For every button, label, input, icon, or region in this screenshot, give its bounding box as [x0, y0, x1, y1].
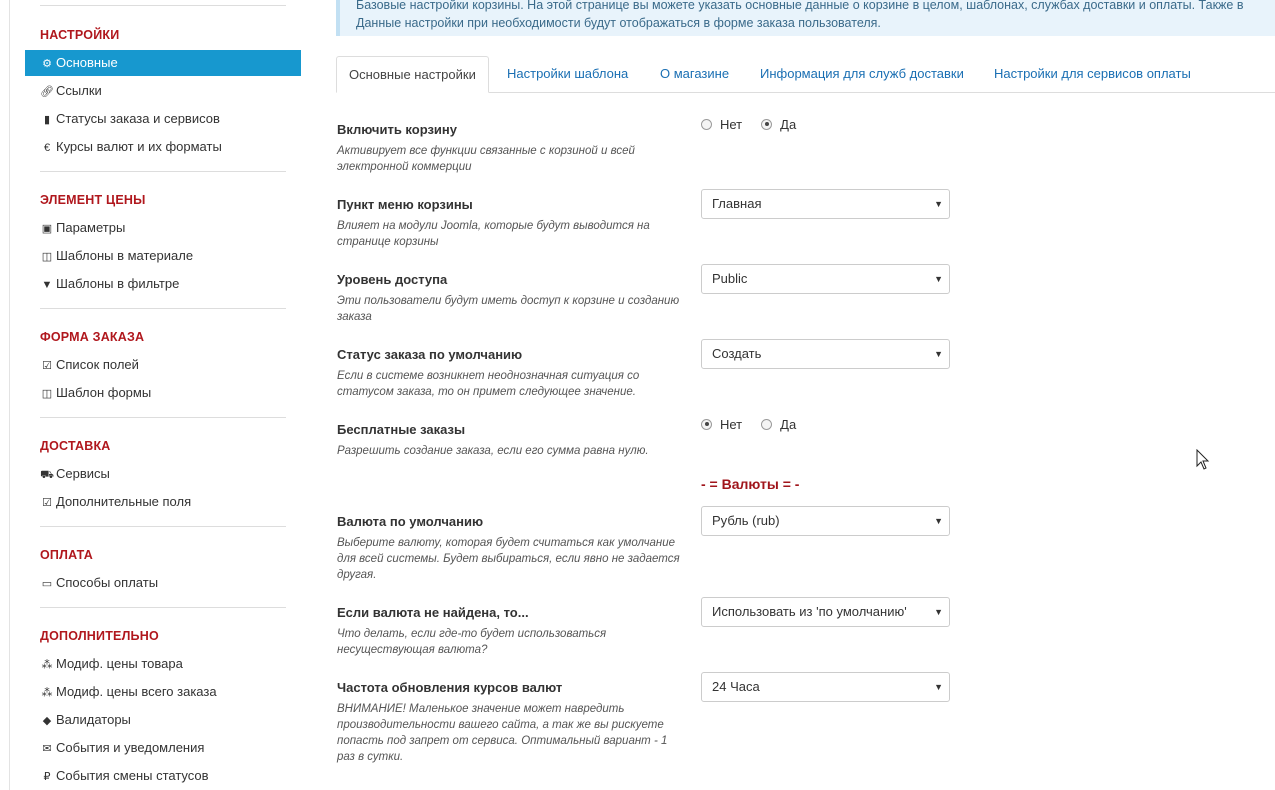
radio-circle-selected: [701, 419, 712, 430]
field-label: Если валюта не найдена, то...: [337, 605, 529, 620]
row-access-level: [337, 272, 1275, 325]
link-icon: 🔗︎: [40, 86, 54, 98]
sidebar-border: [9, 0, 10, 790]
mouse-cursor-icon: [1196, 449, 1210, 471]
sidebar-item-status-events[interactable]: ₽ События смены статусов: [25, 763, 301, 789]
radio-no[interactable]: Нет: [701, 417, 742, 432]
caret-down-icon: ▼: [934, 682, 943, 692]
row-currency-not-found: [337, 605, 1275, 658]
row-cart-menu-item: [337, 197, 1275, 250]
filter-icon: ▼: [41, 279, 53, 291]
field-description: Эти пользователи будут иметь доступ к корзине и созданию заказа: [337, 295, 680, 323]
euro-icon: €: [43, 142, 51, 154]
sidebar-item-validators[interactable]: ◆ Валидаторы: [25, 707, 301, 733]
truck-icon: ⛟: [40, 469, 54, 481]
section-title-order-form: ФОРМА ЗАКАЗА: [40, 330, 145, 344]
row-enable-cart: [337, 116, 1275, 175]
check-square-icon: ☑: [42, 497, 52, 509]
gear-icon: ⚙: [42, 58, 52, 70]
row-free-orders: [337, 416, 1275, 459]
sidebar-item-statuses[interactable]: ▮ Статусы заказа и сервисов: [25, 106, 301, 132]
radio-circle: [701, 119, 712, 130]
field-label: Уровень доступа: [337, 272, 448, 287]
bookmark-icon: ▮: [43, 114, 51, 126]
section-title-delivery: ДОСТАВКА: [40, 439, 111, 453]
radio-yes[interactable]: Да: [761, 417, 796, 432]
radio-no[interactable]: Нет: [701, 117, 742, 132]
section-title-settings: НАСТРОЙКИ: [40, 28, 120, 42]
caret-down-icon: ▼: [934, 349, 943, 359]
sidebar-item-services[interactable]: ⛟ Сервисы: [25, 461, 301, 487]
check-square-icon: ☑: [42, 360, 52, 372]
sidebar-item-links[interactable]: 🔗︎ Ссылки: [25, 78, 301, 104]
caret-down-icon: ▼: [934, 199, 943, 209]
money-icon: ▣: [41, 223, 53, 235]
field-description: ВНИМАНИЕ! Маленькое значение может навредить производительности вашего сайта, а так же вы рискуете попасть под запрет от сервиса. Оптимальный вариант - 1 раз в сутки.: [337, 703, 668, 763]
default-status-select[interactable]: Создать ▼: [701, 339, 950, 369]
sidebar-item-material-templates[interactable]: ◫ Шаблоны в материале: [25, 243, 301, 269]
row-default-currency: [337, 514, 1275, 583]
default-currency-select[interactable]: Рубль (rub) ▼: [701, 506, 950, 536]
cart-menu-item-select[interactable]: Главная ▼: [701, 189, 950, 219]
radio-circle-selected: [761, 119, 772, 130]
tab-template-settings[interactable]: Настройки шаблона: [507, 66, 629, 81]
section-title-payment: ОПЛАТА: [40, 548, 93, 562]
ruble-icon: ₽: [43, 771, 51, 783]
cubes-icon: ⁂: [41, 659, 53, 671]
field-description: Влияет на модули Joomla, которые будут выводится на странице корзины: [337, 220, 650, 248]
sidebar-item-field-list[interactable]: ☑ Список полей: [25, 352, 301, 378]
caret-down-icon: ▼: [934, 274, 943, 284]
tab-payment-settings[interactable]: Настройки для сервисов оплаты: [994, 66, 1191, 81]
rate-update-select[interactable]: 24 Часа ▼: [701, 672, 950, 702]
tab-delivery-info[interactable]: Информация для служб доставки: [760, 66, 964, 81]
free-orders-radios: [701, 414, 815, 434]
sidebar-item-extra-fields[interactable]: ☑ Дополнительные поля: [25, 489, 301, 515]
sidebar-divider: [40, 526, 286, 527]
sidebar-divider: [40, 308, 286, 309]
tabs-bar: [336, 56, 1275, 93]
field-description: Что делать, если где-то будет использоваться несуществующая валюта?: [337, 628, 607, 656]
sidebar-divider: [40, 5, 286, 6]
credit-card-icon: ▭: [41, 578, 53, 590]
sidebar-item-filter-templates[interactable]: ▼ Шаблоны в фильтре: [25, 271, 301, 297]
field-label: Валюта по умолчанию: [337, 514, 484, 529]
caret-down-icon: ▼: [934, 607, 943, 617]
sidebar-item-main[interactable]: ⚙ Основные: [25, 50, 301, 76]
enable-cart-radios: [701, 114, 815, 134]
row-rate-update: [337, 680, 1275, 765]
field-label: Статус заказа по умолчанию: [337, 347, 523, 362]
sidebar-divider: [40, 607, 286, 608]
cubes-icon: ⁂: [41, 687, 53, 699]
access-level-select[interactable]: Public ▼: [701, 264, 950, 294]
currency-section-heading: - = Валюты = -: [701, 476, 800, 492]
field-label: Включить корзину: [337, 122, 458, 137]
sidebar-item-product-price-mod[interactable]: ⁂ Модиф. цены товара: [25, 651, 301, 677]
columns-icon: ◫: [41, 388, 53, 400]
sidebar-divider: [40, 171, 286, 172]
field-description: Разрешить создание заказа, если его сумма равна нулю.: [337, 445, 649, 457]
sidebar-item-order-price-mod[interactable]: ⁂ Модиф. цены всего заказа: [25, 679, 301, 705]
row-default-status: [337, 347, 1275, 400]
info-banner: Базовые настройки корзины. На этой странице вы можете указать основные данные о корзине в целом, шаблонах, службах доставки и оплаты. Также в Данные настройки при необходимости будут отображаться в форме заказа пользователя.: [336, 0, 1275, 36]
radio-yes[interactable]: Да: [761, 117, 796, 132]
envelope-icon: ✉: [42, 743, 52, 755]
tab-about-shop[interactable]: О магазине: [660, 66, 730, 81]
sidebar-item-parameters[interactable]: ▣ Параметры: [25, 215, 301, 241]
radio-circle: [761, 419, 772, 430]
cube-icon: ◆: [42, 715, 52, 727]
field-description: Активирует все функции связанные с корзиной и всей электронной коммерции: [337, 145, 635, 173]
columns-icon: ◫: [41, 251, 53, 263]
caret-down-icon: ▼: [934, 516, 943, 526]
currency-not-found-select[interactable]: Использовать из 'по умолчанию' ▼: [701, 597, 950, 627]
field-label: Пункт меню корзины: [337, 197, 473, 212]
sidebar-divider: [40, 417, 286, 418]
sidebar-item-form-template[interactable]: ◫ Шаблон формы: [25, 380, 301, 406]
section-title-additional: ДОПОЛНИТЕЛЬНО: [40, 629, 159, 643]
field-label: Бесплатные заказы: [337, 422, 466, 437]
section-title-price-element: ЭЛЕМЕНТ ЦЕНЫ: [40, 193, 146, 207]
field-description: Если в системе возникнет неоднозначная ситуация со статусом заказа, то он примет следующее значение.: [337, 370, 640, 398]
sidebar-item-payment-methods[interactable]: ▭ Способы оплаты: [25, 570, 301, 596]
sidebar-item-events-notifications[interactable]: ✉ События и уведомления: [25, 735, 301, 761]
field-label: Частота обновления курсов валют: [337, 680, 563, 695]
sidebar-item-currencies[interactable]: € Курсы валют и их форматы: [25, 134, 301, 160]
tab-main-settings[interactable]: Основные настройки: [336, 56, 489, 93]
field-description: Выберите валюту, которая будет считаться как умолчание для всей системы. Будет выбираться, если явно не задается другая.: [337, 537, 680, 581]
